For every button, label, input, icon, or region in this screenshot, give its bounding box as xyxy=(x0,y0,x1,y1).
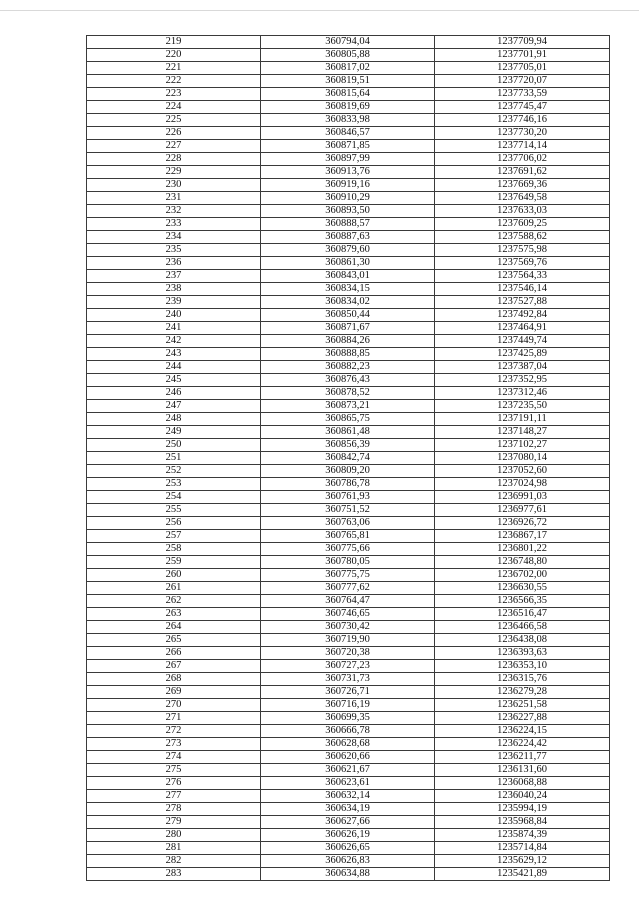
y-coordinate-cell: 1237564,33 xyxy=(435,270,610,283)
table-row xyxy=(87,465,610,478)
table-row xyxy=(87,452,610,465)
y-coordinate-cell: 1235629,12 xyxy=(435,855,610,868)
table-row xyxy=(87,569,610,582)
y-coordinate-cell: 1237588,62 xyxy=(435,231,610,244)
y-coordinate-cell: 1237080,14 xyxy=(435,452,610,465)
point-number-cell: 250 xyxy=(87,439,261,452)
table-row xyxy=(87,868,610,881)
x-coordinate-cell: 360910,29 xyxy=(261,192,435,205)
point-number-cell: 274 xyxy=(87,751,261,764)
page-top-rule xyxy=(0,10,639,11)
table-row xyxy=(87,218,610,231)
table-row xyxy=(87,829,610,842)
point-number-cell: 234 xyxy=(87,231,261,244)
point-number-cell: 258 xyxy=(87,543,261,556)
table-row xyxy=(87,205,610,218)
y-coordinate-cell: 1236867,17 xyxy=(435,530,610,543)
point-number-cell: 264 xyxy=(87,621,261,634)
point-number-cell: 240 xyxy=(87,309,261,322)
x-coordinate-cell: 360878,52 xyxy=(261,387,435,400)
point-number-cell: 236 xyxy=(87,257,261,270)
y-coordinate-cell: 1237449,74 xyxy=(435,335,610,348)
y-coordinate-cell: 1236279,28 xyxy=(435,686,610,699)
point-number-cell: 226 xyxy=(87,127,261,140)
y-coordinate-cell: 1237492,84 xyxy=(435,309,610,322)
y-coordinate-cell: 1237546,14 xyxy=(435,283,610,296)
x-coordinate-cell: 360626,65 xyxy=(261,842,435,855)
table-row xyxy=(87,348,610,361)
table-row xyxy=(87,140,610,153)
x-coordinate-cell: 360819,69 xyxy=(261,101,435,114)
x-coordinate-cell: 360842,74 xyxy=(261,452,435,465)
y-coordinate-cell: 1236353,10 xyxy=(435,660,610,673)
table-row xyxy=(87,413,610,426)
y-coordinate-cell: 1237425,89 xyxy=(435,348,610,361)
y-coordinate-cell: 1237669,36 xyxy=(435,179,610,192)
table-row xyxy=(87,192,610,205)
x-coordinate-cell: 360815,64 xyxy=(261,88,435,101)
x-coordinate-cell: 360819,51 xyxy=(261,75,435,88)
x-coordinate-cell: 360884,26 xyxy=(261,335,435,348)
point-number-cell: 282 xyxy=(87,855,261,868)
point-number-cell: 261 xyxy=(87,582,261,595)
y-coordinate-cell: 1236926,72 xyxy=(435,517,610,530)
y-coordinate-cell: 1237706,02 xyxy=(435,153,610,166)
y-coordinate-cell: 1237649,58 xyxy=(435,192,610,205)
point-number-cell: 276 xyxy=(87,777,261,790)
x-coordinate-cell: 360699,35 xyxy=(261,712,435,725)
table-row xyxy=(87,75,610,88)
y-coordinate-cell: 1236227,88 xyxy=(435,712,610,725)
x-coordinate-cell: 360861,48 xyxy=(261,426,435,439)
x-coordinate-cell: 360843,01 xyxy=(261,270,435,283)
table-row xyxy=(87,127,610,140)
table-row xyxy=(87,283,610,296)
x-coordinate-cell: 360765,81 xyxy=(261,530,435,543)
y-coordinate-cell: 1237720,07 xyxy=(435,75,610,88)
table-row xyxy=(87,504,610,517)
y-coordinate-cell: 1237609,25 xyxy=(435,218,610,231)
y-coordinate-cell: 1235714,84 xyxy=(435,842,610,855)
x-coordinate-cell: 360716,19 xyxy=(261,699,435,712)
point-number-cell: 231 xyxy=(87,192,261,205)
x-coordinate-cell: 360720,38 xyxy=(261,647,435,660)
table-row xyxy=(87,257,610,270)
y-coordinate-cell: 1237569,76 xyxy=(435,257,610,270)
point-number-cell: 277 xyxy=(87,790,261,803)
point-number-cell: 257 xyxy=(87,530,261,543)
x-coordinate-cell: 360726,71 xyxy=(261,686,435,699)
y-coordinate-cell: 1237464,91 xyxy=(435,322,610,335)
point-number-cell: 259 xyxy=(87,556,261,569)
x-coordinate-cell: 360775,75 xyxy=(261,569,435,582)
point-number-cell: 260 xyxy=(87,569,261,582)
x-coordinate-cell: 360632,14 xyxy=(261,790,435,803)
x-coordinate-cell: 360634,19 xyxy=(261,803,435,816)
table-row xyxy=(87,621,610,634)
point-number-cell: 248 xyxy=(87,413,261,426)
point-number-cell: 241 xyxy=(87,322,261,335)
x-coordinate-cell: 360763,06 xyxy=(261,517,435,530)
x-coordinate-cell: 360846,57 xyxy=(261,127,435,140)
point-number-cell: 283 xyxy=(87,868,261,881)
y-coordinate-cell: 1236702,00 xyxy=(435,569,610,582)
x-coordinate-cell: 360794,04 xyxy=(261,36,435,49)
x-coordinate-cell: 360882,23 xyxy=(261,361,435,374)
point-number-cell: 252 xyxy=(87,465,261,478)
table-row xyxy=(87,179,610,192)
table-row xyxy=(87,556,610,569)
point-number-cell: 273 xyxy=(87,738,261,751)
x-coordinate-cell: 360620,66 xyxy=(261,751,435,764)
x-coordinate-cell: 360746,65 xyxy=(261,608,435,621)
table-row xyxy=(87,803,610,816)
table-row xyxy=(87,647,610,660)
table-row xyxy=(87,816,610,829)
table-row xyxy=(87,361,610,374)
point-number-cell: 224 xyxy=(87,101,261,114)
table-row xyxy=(87,738,610,751)
y-coordinate-cell: 1236315,76 xyxy=(435,673,610,686)
point-number-cell: 281 xyxy=(87,842,261,855)
x-coordinate-cell: 360626,19 xyxy=(261,829,435,842)
point-number-cell: 270 xyxy=(87,699,261,712)
point-number-cell: 221 xyxy=(87,62,261,75)
point-number-cell: 279 xyxy=(87,816,261,829)
y-coordinate-cell: 1235421,89 xyxy=(435,868,610,881)
table-row xyxy=(87,712,610,725)
y-coordinate-cell: 1237730,20 xyxy=(435,127,610,140)
point-number-cell: 222 xyxy=(87,75,261,88)
table-row xyxy=(87,62,610,75)
table-row xyxy=(87,49,610,62)
table-row xyxy=(87,686,610,699)
point-number-cell: 254 xyxy=(87,491,261,504)
x-coordinate-cell: 360834,15 xyxy=(261,283,435,296)
y-coordinate-cell: 1237312,46 xyxy=(435,387,610,400)
x-coordinate-cell: 360833,98 xyxy=(261,114,435,127)
x-coordinate-cell: 360777,62 xyxy=(261,582,435,595)
point-number-cell: 219 xyxy=(87,36,261,49)
x-coordinate-cell: 360623,61 xyxy=(261,777,435,790)
x-coordinate-cell: 360628,68 xyxy=(261,738,435,751)
table-row xyxy=(87,595,610,608)
point-number-cell: 239 xyxy=(87,296,261,309)
x-coordinate-cell: 360834,02 xyxy=(261,296,435,309)
y-coordinate-cell: 1237191,11 xyxy=(435,413,610,426)
x-coordinate-cell: 360888,85 xyxy=(261,348,435,361)
x-coordinate-cell: 360876,43 xyxy=(261,374,435,387)
point-number-cell: 233 xyxy=(87,218,261,231)
point-number-cell: 230 xyxy=(87,179,261,192)
point-number-cell: 225 xyxy=(87,114,261,127)
point-number-cell: 280 xyxy=(87,829,261,842)
x-coordinate-cell: 360809,20 xyxy=(261,465,435,478)
point-number-cell: 235 xyxy=(87,244,261,257)
x-coordinate-cell: 360887,63 xyxy=(261,231,435,244)
y-coordinate-cell: 1237387,04 xyxy=(435,361,610,374)
x-coordinate-cell: 360761,93 xyxy=(261,491,435,504)
table-row xyxy=(87,673,610,686)
x-coordinate-cell: 360871,85 xyxy=(261,140,435,153)
table-row xyxy=(87,530,610,543)
table-row xyxy=(87,231,610,244)
x-coordinate-cell: 360873,21 xyxy=(261,400,435,413)
table-row xyxy=(87,36,610,49)
table-row xyxy=(87,270,610,283)
table-row xyxy=(87,660,610,673)
table-row xyxy=(87,439,610,452)
point-number-cell: 249 xyxy=(87,426,261,439)
point-number-cell: 237 xyxy=(87,270,261,283)
point-number-cell: 271 xyxy=(87,712,261,725)
table-row xyxy=(87,517,610,530)
x-coordinate-cell: 360731,73 xyxy=(261,673,435,686)
point-number-cell: 278 xyxy=(87,803,261,816)
table-row xyxy=(87,400,610,413)
x-coordinate-cell: 360888,57 xyxy=(261,218,435,231)
table-row xyxy=(87,166,610,179)
table-row xyxy=(87,426,610,439)
table-row xyxy=(87,699,610,712)
y-coordinate-cell: 1237745,47 xyxy=(435,101,610,114)
point-number-cell: 243 xyxy=(87,348,261,361)
x-coordinate-cell: 360861,30 xyxy=(261,257,435,270)
y-coordinate-cell: 1237148,27 xyxy=(435,426,610,439)
point-number-cell: 242 xyxy=(87,335,261,348)
y-coordinate-cell: 1236630,55 xyxy=(435,582,610,595)
y-coordinate-cell: 1237052,60 xyxy=(435,465,610,478)
y-coordinate-cell: 1236224,15 xyxy=(435,725,610,738)
y-coordinate-cell: 1236438,08 xyxy=(435,634,610,647)
point-number-cell: 245 xyxy=(87,374,261,387)
table-row xyxy=(87,582,610,595)
y-coordinate-cell: 1237714,14 xyxy=(435,140,610,153)
x-coordinate-cell: 360817,02 xyxy=(261,62,435,75)
y-coordinate-cell: 1236068,88 xyxy=(435,777,610,790)
y-coordinate-cell: 1237235,50 xyxy=(435,400,610,413)
y-coordinate-cell: 1237733,59 xyxy=(435,88,610,101)
table-row xyxy=(87,491,610,504)
point-number-cell: 246 xyxy=(87,387,261,400)
point-number-cell: 220 xyxy=(87,49,261,62)
table-row xyxy=(87,790,610,803)
document-sheet xyxy=(86,35,609,881)
table-row xyxy=(87,478,610,491)
x-coordinate-cell: 360913,76 xyxy=(261,166,435,179)
y-coordinate-cell: 1236566,35 xyxy=(435,595,610,608)
point-number-cell: 262 xyxy=(87,595,261,608)
table-row xyxy=(87,101,610,114)
point-number-cell: 247 xyxy=(87,400,261,413)
y-coordinate-cell: 1236466,58 xyxy=(435,621,610,634)
point-number-cell: 275 xyxy=(87,764,261,777)
table-row xyxy=(87,309,610,322)
y-coordinate-cell: 1236251,58 xyxy=(435,699,610,712)
y-coordinate-cell: 1237746,16 xyxy=(435,114,610,127)
y-coordinate-cell: 1236393,63 xyxy=(435,647,610,660)
x-coordinate-cell: 360919,16 xyxy=(261,179,435,192)
y-coordinate-cell: 1237352,95 xyxy=(435,374,610,387)
x-coordinate-cell: 360621,67 xyxy=(261,764,435,777)
y-coordinate-cell: 1236748,80 xyxy=(435,556,610,569)
point-number-cell: 228 xyxy=(87,153,261,166)
y-coordinate-cell: 1236516,47 xyxy=(435,608,610,621)
point-number-cell: 232 xyxy=(87,205,261,218)
point-number-cell: 268 xyxy=(87,673,261,686)
y-coordinate-cell: 1236977,61 xyxy=(435,504,610,517)
point-number-cell: 256 xyxy=(87,517,261,530)
table-row xyxy=(87,114,610,127)
table-row xyxy=(87,842,610,855)
point-number-cell: 265 xyxy=(87,634,261,647)
y-coordinate-cell: 1236211,77 xyxy=(435,751,610,764)
point-number-cell: 267 xyxy=(87,660,261,673)
table-row xyxy=(87,374,610,387)
x-coordinate-cell: 360719,90 xyxy=(261,634,435,647)
x-coordinate-cell: 360775,66 xyxy=(261,543,435,556)
x-coordinate-cell: 360666,78 xyxy=(261,725,435,738)
x-coordinate-cell: 360727,23 xyxy=(261,660,435,673)
y-coordinate-cell: 1237701,91 xyxy=(435,49,610,62)
x-coordinate-cell: 360634,88 xyxy=(261,868,435,881)
y-coordinate-cell: 1235874,39 xyxy=(435,829,610,842)
table-row xyxy=(87,608,610,621)
y-coordinate-cell: 1237705,01 xyxy=(435,62,610,75)
y-coordinate-cell: 1236801,22 xyxy=(435,543,610,556)
point-number-cell: 227 xyxy=(87,140,261,153)
coordinates-table-body xyxy=(87,36,610,881)
y-coordinate-cell: 1235968,84 xyxy=(435,816,610,829)
point-number-cell: 229 xyxy=(87,166,261,179)
point-number-cell: 263 xyxy=(87,608,261,621)
x-coordinate-cell: 360897,99 xyxy=(261,153,435,166)
point-number-cell: 223 xyxy=(87,88,261,101)
x-coordinate-cell: 360751,52 xyxy=(261,504,435,517)
x-coordinate-cell: 360780,05 xyxy=(261,556,435,569)
point-number-cell: 251 xyxy=(87,452,261,465)
table-row xyxy=(87,244,610,257)
table-row xyxy=(87,543,610,556)
y-coordinate-cell: 1236131,60 xyxy=(435,764,610,777)
point-number-cell: 244 xyxy=(87,361,261,374)
x-coordinate-cell: 360856,39 xyxy=(261,439,435,452)
point-number-cell: 255 xyxy=(87,504,261,517)
table-row xyxy=(87,335,610,348)
x-coordinate-cell: 360627,66 xyxy=(261,816,435,829)
table-row xyxy=(87,296,610,309)
table-row xyxy=(87,387,610,400)
y-coordinate-cell: 1237102,27 xyxy=(435,439,610,452)
table-row xyxy=(87,88,610,101)
y-coordinate-cell: 1236991,03 xyxy=(435,491,610,504)
x-coordinate-cell: 360764,47 xyxy=(261,595,435,608)
table-row xyxy=(87,855,610,868)
y-coordinate-cell: 1236040,24 xyxy=(435,790,610,803)
y-coordinate-cell: 1236224,42 xyxy=(435,738,610,751)
x-coordinate-cell: 360879,60 xyxy=(261,244,435,257)
y-coordinate-cell: 1237691,62 xyxy=(435,166,610,179)
table-row xyxy=(87,725,610,738)
point-number-cell: 266 xyxy=(87,647,261,660)
x-coordinate-cell: 360805,88 xyxy=(261,49,435,62)
x-coordinate-cell: 360626,83 xyxy=(261,855,435,868)
y-coordinate-cell: 1237575,98 xyxy=(435,244,610,257)
table-row xyxy=(87,153,610,166)
table-row xyxy=(87,764,610,777)
y-coordinate-cell: 1237024,98 xyxy=(435,478,610,491)
table-row xyxy=(87,634,610,647)
table-row xyxy=(87,751,610,764)
point-number-cell: 269 xyxy=(87,686,261,699)
point-number-cell: 238 xyxy=(87,283,261,296)
y-coordinate-cell: 1237527,88 xyxy=(435,296,610,309)
y-coordinate-cell: 1237709,94 xyxy=(435,36,610,49)
x-coordinate-cell: 360893,50 xyxy=(261,205,435,218)
coordinates-table xyxy=(86,35,610,881)
y-coordinate-cell: 1235994,19 xyxy=(435,803,610,816)
y-coordinate-cell: 1237633,03 xyxy=(435,205,610,218)
x-coordinate-cell: 360730,42 xyxy=(261,621,435,634)
x-coordinate-cell: 360865,75 xyxy=(261,413,435,426)
point-number-cell: 253 xyxy=(87,478,261,491)
x-coordinate-cell: 360871,67 xyxy=(261,322,435,335)
x-coordinate-cell: 360786,78 xyxy=(261,478,435,491)
table-row xyxy=(87,322,610,335)
x-coordinate-cell: 360850,44 xyxy=(261,309,435,322)
point-number-cell: 272 xyxy=(87,725,261,738)
table-row xyxy=(87,777,610,790)
